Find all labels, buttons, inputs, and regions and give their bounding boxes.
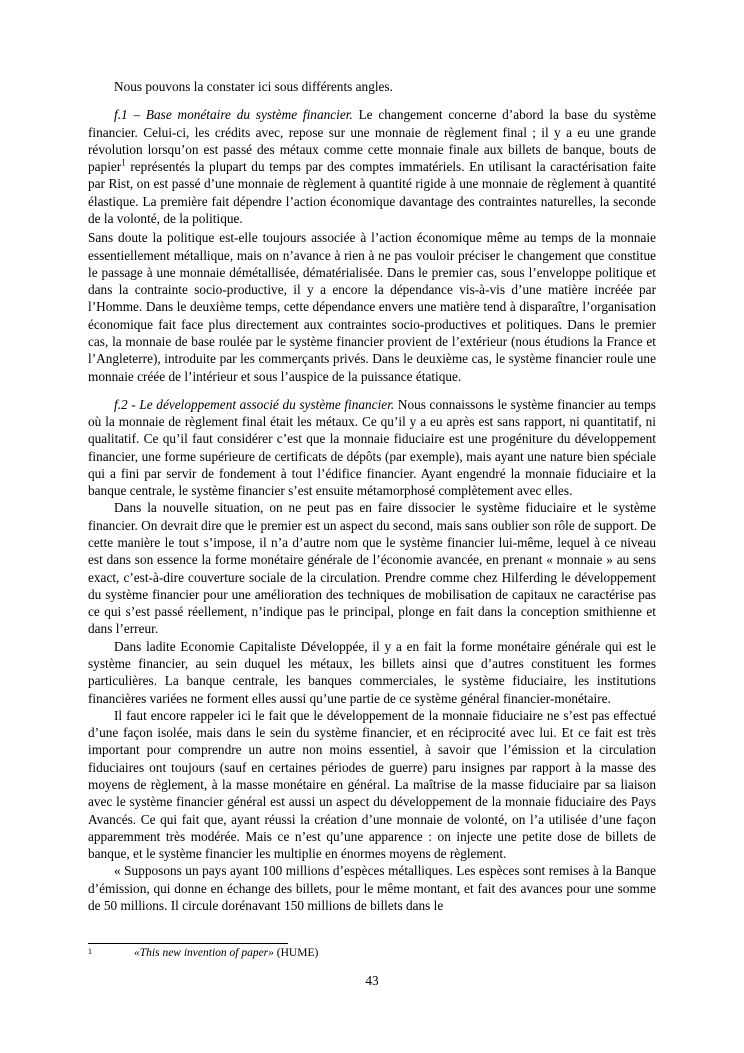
paragraph-5-text: Dans la nouvelle situation, on ne peut pas en faire dissocier le système fiduciaire et le système financier. On devrait dire que le premier est un aspect du second, mais sans oublier son rôle de support. De cette manière le tout s’impose, il n’a d’autre nom que le système financier lui-même, lequel à ce niveau est dans son essence la forme monétaire générale de l’économie avancée, en prenant « monnaie » au sens exact, c’est-à-dire couverture sociale de la circulation. Prendre comme chez Hilferding le développement du système financier pour une amélioration des techniques de mobilisation de capitaux ne caractérise pas ce qui s’est passé réellement, n’indique pas le principal, plonge en fait dans la conception smithienne et dans l’erreur. xyxy=(88,500,656,637)
paragraph-2 xyxy=(88,106,656,227)
footnote-separator xyxy=(88,943,288,944)
footnote-quote: «This new invention of paper» xyxy=(134,947,274,960)
paragraph-2-text-a: Le changement concerne d’abord la base du système financier. Celui-ci, les crédits avec, repose sur une monnaie de règlement final ; il y a eu une grande révolution lorsqu’on est passé des métaux comme cette monnaie finale aux billets de banque, bouts de papier xyxy=(88,107,656,175)
paragraph-6 xyxy=(88,638,656,707)
footnote-text-1 xyxy=(134,946,318,961)
paragraph-7 xyxy=(88,707,656,863)
paragraph-4-text: Nous connaissons le système financier au temps où la monnaie de règlement final était les métaux. Ce qu’il y a eu après est sans rapport, ni quantitatif, ni qualitatif. Ce qu’il faut considérer c’est que la monnaie fiduciaire est une progéniture du développement financier, une forme supérieure de certificats de dépôts (par exemple), mais ayant une nature bien spéciale qui a fini par servir de fondement à tout l’édifice financier. Ayant engendré la monnaie fiduciaire et la banque centrale, le système financier s’est ensuite métamorphosé complètement avec elles. xyxy=(88,396,656,499)
paragraph-2-text-b: représentés la plupart du temps par des comptes immatériels. En utilisant la caractérisation faite par Rist, on est passé d’une monnaie de règlement à quantité rigide à une monnaie de règlement à quantité élastique. La première fait dépendre l’action économique davantage des contraintes naturelles, la seconde de la volonté, de la politique. xyxy=(88,159,656,226)
page-body xyxy=(88,78,656,914)
paragraph-8 xyxy=(88,862,656,914)
paragraph-8-text: « Supposons un pays ayant 100 millions d’espèces métalliques. Les espèces sont remises à la Banque d’émission, qui donne en échange des billets, pour le même montant, et fait des avances pour une somme de 50 millions. Il circule dorénavant 150 millions de billets dans le xyxy=(88,863,656,913)
footnote-attribution: (HUME) xyxy=(273,947,319,960)
paragraph-3-text: Sans doute la politique est-elle toujours associée à l’action économique même au temps de la monnaie essentiellement métallique, mais on n’avance à rien à ne pas vouloir préciser le changement que constitue le passage à une monnaie démétallisée, dématérialisée. Dans le premier cas, sous l’enveloppe politique et dans la contrainte socio-productive, il y a encore la dépendance vis-à-vis d’une matière incréée par l’Homme. Dans le deuxième temps, cette dépendance envers une matière tend à disparaître, l’organisation économique fait face plus directement aux contraintes socio-productives et politiques. Dans le premier cas, la monnaie de base roulée par le système financier provient de l’extérieur (nous étudions la France et l’Angleterre), introduite par les commerçants privés. Dans le deuxième cas, le système financier roule une monnaie créée de l’intérieur et sous l’auspice de la puissance étatique. xyxy=(88,230,656,384)
footnote-1 xyxy=(88,946,656,961)
paragraph-6-text: Dans ladite Economie Capitaliste Développée, il y a en fait la forme monétaire générale qui est le système financier, au sein duquel les métaux, les billets ainsi que d’autres constituent les formes particulières. La banque centrale, les banques commerciales, le système fiduciaire, les institutions financières variées ne forment elles aussi qu’une partie de ce système général financier-monétaire. xyxy=(88,638,656,706)
section-heading-f1: f.1 – Base monétaire du système financier. xyxy=(114,107,353,123)
paragraph-3 xyxy=(88,229,656,385)
paragraph-4 xyxy=(88,396,656,500)
footnote-area xyxy=(88,943,656,961)
footnote-reference-1[interactable]: 1 xyxy=(121,157,126,168)
paragraph-5 xyxy=(88,499,656,637)
page-number: 43 xyxy=(365,973,379,988)
paragraph-1-text: Nous pouvons la constater ici sous différents angles. xyxy=(114,79,393,94)
section-heading-f2: f.2 - Le développement associé du système financier. xyxy=(114,396,395,412)
paragraph-7-text: Il faut encore rappeler ici le fait que le développement de la monnaie fiduciaire ne s’est pas effectué d’une façon isolée, mais dans le sein du système financier, et en réciprocité avec lui. Et ce fait est très important pour comprendre un autre non moins essentiel, à savoir que l’émission et la circulation fiduciaires ont toujours (sauf en certaines périodes de guerre) paru insignes par rapport à la masse des moyens de règlement, à la masse monétaire en général. La maîtrise de la masse fiduciaire par sa liaison avec le système financier général est aussi un aspect du développement de la monnaie fiduciaire des Pays Avancés. Ce qui fait que, ayant réussi la création d’une monnaie de volonté, on l’a utilisée d’une façon apparemment très modérée. Mais ce n’est qu’une apparence : on injecte une petite dose de billets de banque, et le système financier les multiplie en énormes moyens de règlement. xyxy=(88,707,656,862)
footnote-marker-1: 1 xyxy=(88,947,92,957)
paragraph-1 xyxy=(88,78,656,95)
